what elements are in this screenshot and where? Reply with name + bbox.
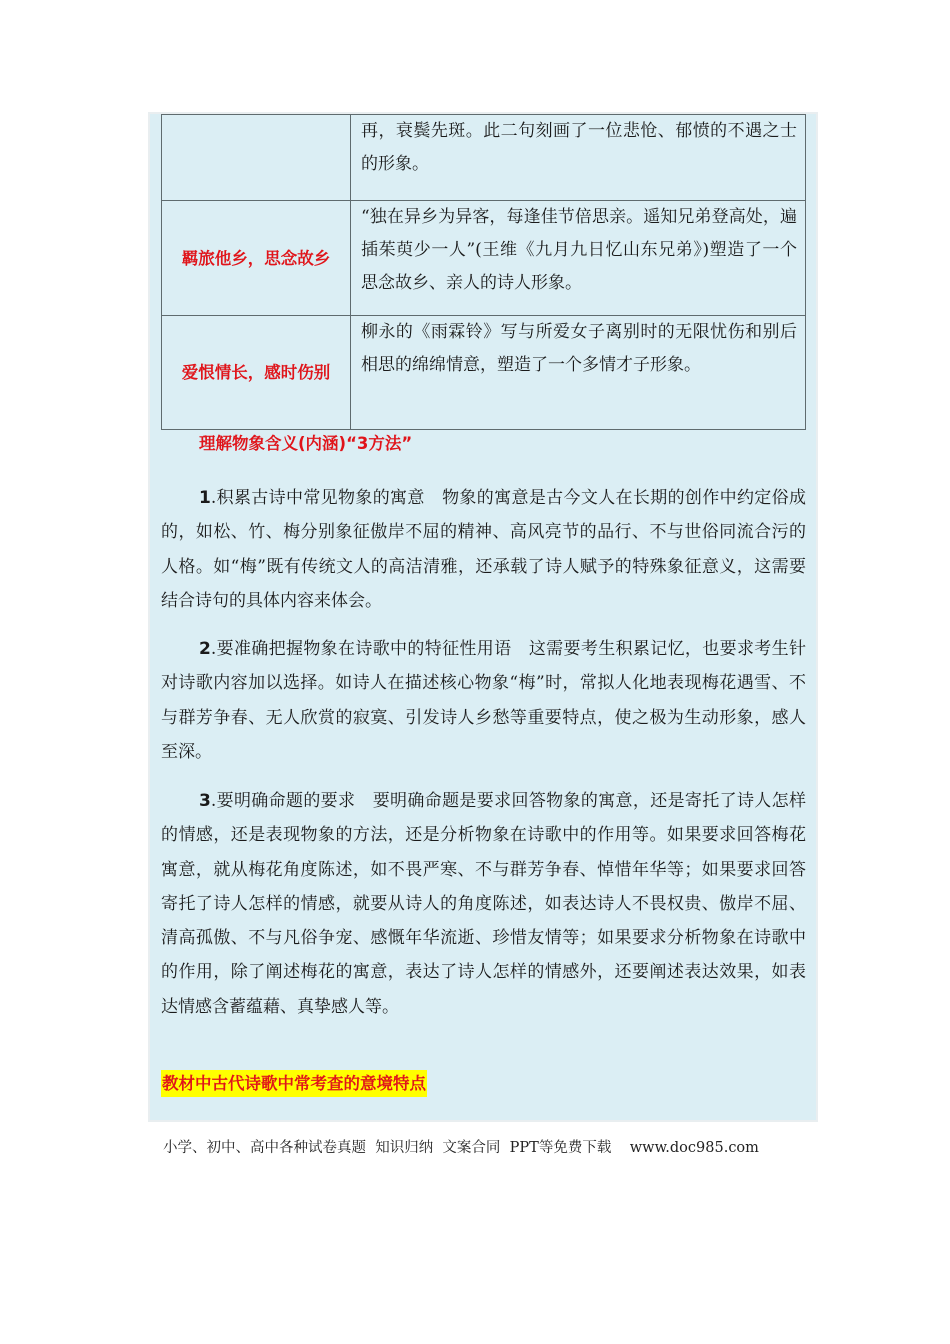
paragraph-text: .要准确把握物象在诗歌中的特征性用语 这需要考生积累记忆，也要求考生针对诗歌内容加以选择。如诗人在描述核心物象“梅”时，常拟人化地表现梅花遇雪、不与群芳争春、无人欣赏的寂寞、引发诗人乡愁等重要特点，使之极为生动形象，感人至深。 xyxy=(161,639,806,762)
image-table xyxy=(161,114,806,430)
table-key-cell xyxy=(162,115,351,201)
section-heading: 理解物象含义(内涵)“3方法” xyxy=(199,434,413,453)
table-key-cell: 羁旅他乡，思念故乡 xyxy=(162,201,351,316)
table-value-cell: “独在异乡为异客，每逢佳节倍思亲。遥知兄弟登高处，遍插茱萸少一人”(王维《九月九日忆山东兄弟》)塑造了一个思念故乡、亲人的诗人形象。 xyxy=(351,201,806,316)
table-row xyxy=(162,115,806,201)
paragraph-number: 1 xyxy=(199,488,211,508)
table-value-cell: 柳永的《雨霖铃》写与所爱女子离别时的无限忧伤和别后相思的绵绵情意，塑造了一个多情才子形象。 xyxy=(351,316,806,430)
method-paragraph-3 xyxy=(161,784,806,1024)
table-value-cell: 再，衰鬓先斑。此二句刻画了一位悲怆、郁愤的不遇之士的形象。 xyxy=(351,115,806,201)
paragraph-text: .积累古诗中常见物象的寓意 物象的寓意是古今文人在长期的创作中约定俗成的，如松、竹、梅分别象征傲岸不屈的精神、高风亮节的品行、不与世俗同流合污的人格。如“梅”既有传统文人的高洁清雅，还承载了诗人赋予的特殊象征意义，这需要结合诗句的具体内容来体会。 xyxy=(161,488,806,611)
page-footer: 小学、初中、高中各种试卷真题 知识归纳 文案合同 PPT等免费下载 www.doc985.com xyxy=(163,1140,759,1156)
table-key-cell: 爱恨情长，感时伤别 xyxy=(162,316,351,430)
table-row xyxy=(162,201,806,316)
paragraph-number: 3 xyxy=(199,791,211,811)
method-paragraph-1 xyxy=(161,481,806,618)
paragraph-number: 2 xyxy=(199,639,211,659)
table-row xyxy=(162,316,806,430)
paragraph-text: .要明确命题的要求 要明确命题是要求回答物象的寓意，还是寄托了诗人怎样的情感，还是表现物象的方法，还是分析物象在诗歌中的作用等。如果要求回答梅花寓意，就从梅花角度陈述，如不畏严寒、不与群芳争春、悼惜年华等；如果要求回答寄托了诗人怎样的情感，就要从诗人的角度陈述，如表达诗人不畏权贵、傲岸不屈、清高孤傲、不与凡俗争宠、感慨年华流逝、珍惜友情等；如果要求分析物象在诗歌中的作用，除了阐述梅花的寓意，表达了诗人怎样的情感外，还要阐述表达效果，如表达情感含蓄蕴藉、真挚感人等。 xyxy=(161,791,806,1017)
method-paragraph-2 xyxy=(161,632,806,769)
highlighted-heading: 教材中古代诗歌中常考查的意境特点 xyxy=(161,1070,427,1097)
